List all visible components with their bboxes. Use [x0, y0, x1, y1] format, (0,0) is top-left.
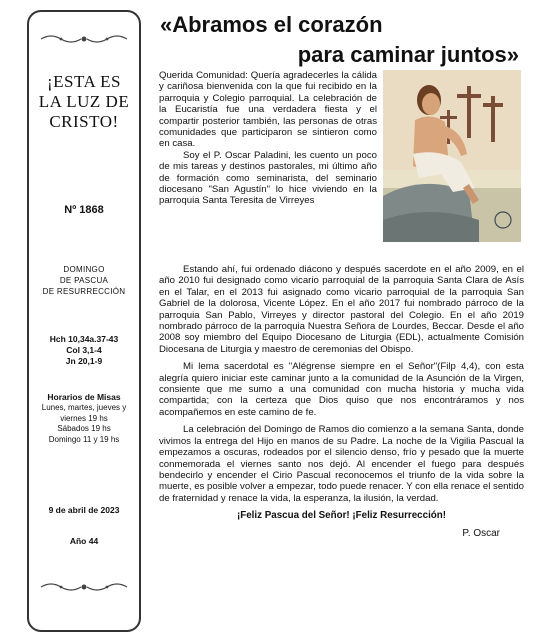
reading-ref: Hch 10,34a.37-43: [49, 334, 119, 344]
sidebar-title-line: LA LUZ DE: [38, 92, 130, 111]
article-paragraph: Estando ahí, fui ordenado diácono y después sacerdote en el año 2009, en el año 2010 fui designado como vicario parroquial de la parroquia Santa Clara de Asís en el Talar, en el 2013 fui asignado como vicario parroquial de la parroquia San Gabriel de la dolorosa, Vicente López. En el año 2017 fui nombrado párroco de la parroquia San Pablo, Virreyes y director pastoral del Colegio. En el año 2019 nombrado párroco de la parroquia Nuestra Señora de Lourdes, Beccar. Desde el año 2008 soy miembro del Equipo Diocesano de Liturgia (EDL), actualmente Comisión Diocesana de Liturgia y maestro de ceremonias del Obispo.: [159, 264, 524, 355]
mass-schedule-line: Lunes, martes, jueves y: [41, 403, 127, 412]
issue-date: 9 de abril de 2023: [48, 505, 120, 515]
liturgical-day-line: DE RESURRECCIÓN: [42, 287, 126, 296]
article-paragraph: Soy el P. Oscar Paladini, les cuento un poco de mis tareas y destinos pastorales, mi último año de formación como seminarista, del seminario diocesano "San Agustín" lo hice viviendo en la parroquia Santa Teresita de Virreyes: [159, 149, 377, 207]
headline-line-1: «Abramos el corazón: [160, 12, 383, 37]
reading-ref: Col 3,1-4: [66, 345, 102, 355]
closing-greeting: ¡Feliz Pascua del Señor! ¡Feliz Resurrección!: [236, 510, 447, 522]
sidebar-panel: [27, 10, 141, 632]
issue-year: Año 44: [69, 536, 99, 546]
sidebar-title-line: ¡ESTA ES: [47, 72, 121, 91]
liturgical-day-line: DE PASCUA: [59, 276, 109, 285]
ornament-top: [37, 32, 131, 46]
mass-schedule-line: Domingo 11 y 19 hs: [48, 434, 120, 444]
headline-line-2: para caminar juntos»: [297, 42, 519, 67]
reading-ref: Jn 20,1-9: [65, 356, 103, 366]
article-paragraph: Mi lema sacerdotal es "Alégrense siempre en el Señor"(Filp 4,4), con esta alegría quiero iniciar este caminar junto a la comunidad de la Asunción de la Virgen, consiente que me sumo a una comunidad con mucha historia y mucha vida compartida; con la certeza que Dios quiso que nos encontráramos y nos acompañemos en este camino de fe.: [159, 361, 524, 418]
signature: P. Oscar: [462, 527, 500, 539]
issue-number: Nº 1868: [64, 204, 104, 216]
ornament-bottom: [37, 580, 131, 594]
mass-schedule-title: Horarios de Misas: [47, 392, 121, 402]
sidebar-title: [29, 72, 139, 132]
article-paragraph: La celebración del Domingo de Ramos dio comienzo a la semana Santa, donde vivimos la entrega del Hijo en manos de su Padre. La noche de la Vigilia Pascual la empezamos a oscuras, rodeados por el silencio denso, frío y pesado que la muerte conmemorada el viernes santo nos dejó. Al encender el fuego para después bendecirlo y encender el Cirio Pascual reconocemos el triunfo de la vida sobre la muerte, es posible volver a empezar, todo puede renacer. Y con ella renace el sentido de fraternidad y renace la vida, la esperanza, la ilusión, la verdad.: [159, 424, 524, 504]
mass-schedule: [29, 403, 139, 445]
article-intro: [159, 70, 377, 207]
risen-christ-tomb-illustration: [383, 70, 521, 242]
headline: [160, 10, 525, 70]
mass-schedule-line: viernes 19 hs: [60, 413, 108, 423]
liturgical-day-line: DOMINGO: [63, 265, 105, 274]
readings-list: [29, 334, 139, 367]
mass-schedule-line: Sábados 19 hs: [57, 424, 111, 433]
article-paragraph: Querida Comunidad: Quería agradecerles la cálida y cariñosa bienvenida con la que fui recibido en la parroquia y Colegio parroquial. La celebración de la Eucaristía fue una verdadera fiesta y el compartir posterior también, las personas de otras comunidades que participaron se sintieron como en casa.: [159, 70, 377, 150]
article-continuation: [159, 264, 524, 545]
sidebar-title-line: CRISTO!: [49, 112, 119, 131]
liturgical-day: [29, 264, 139, 297]
